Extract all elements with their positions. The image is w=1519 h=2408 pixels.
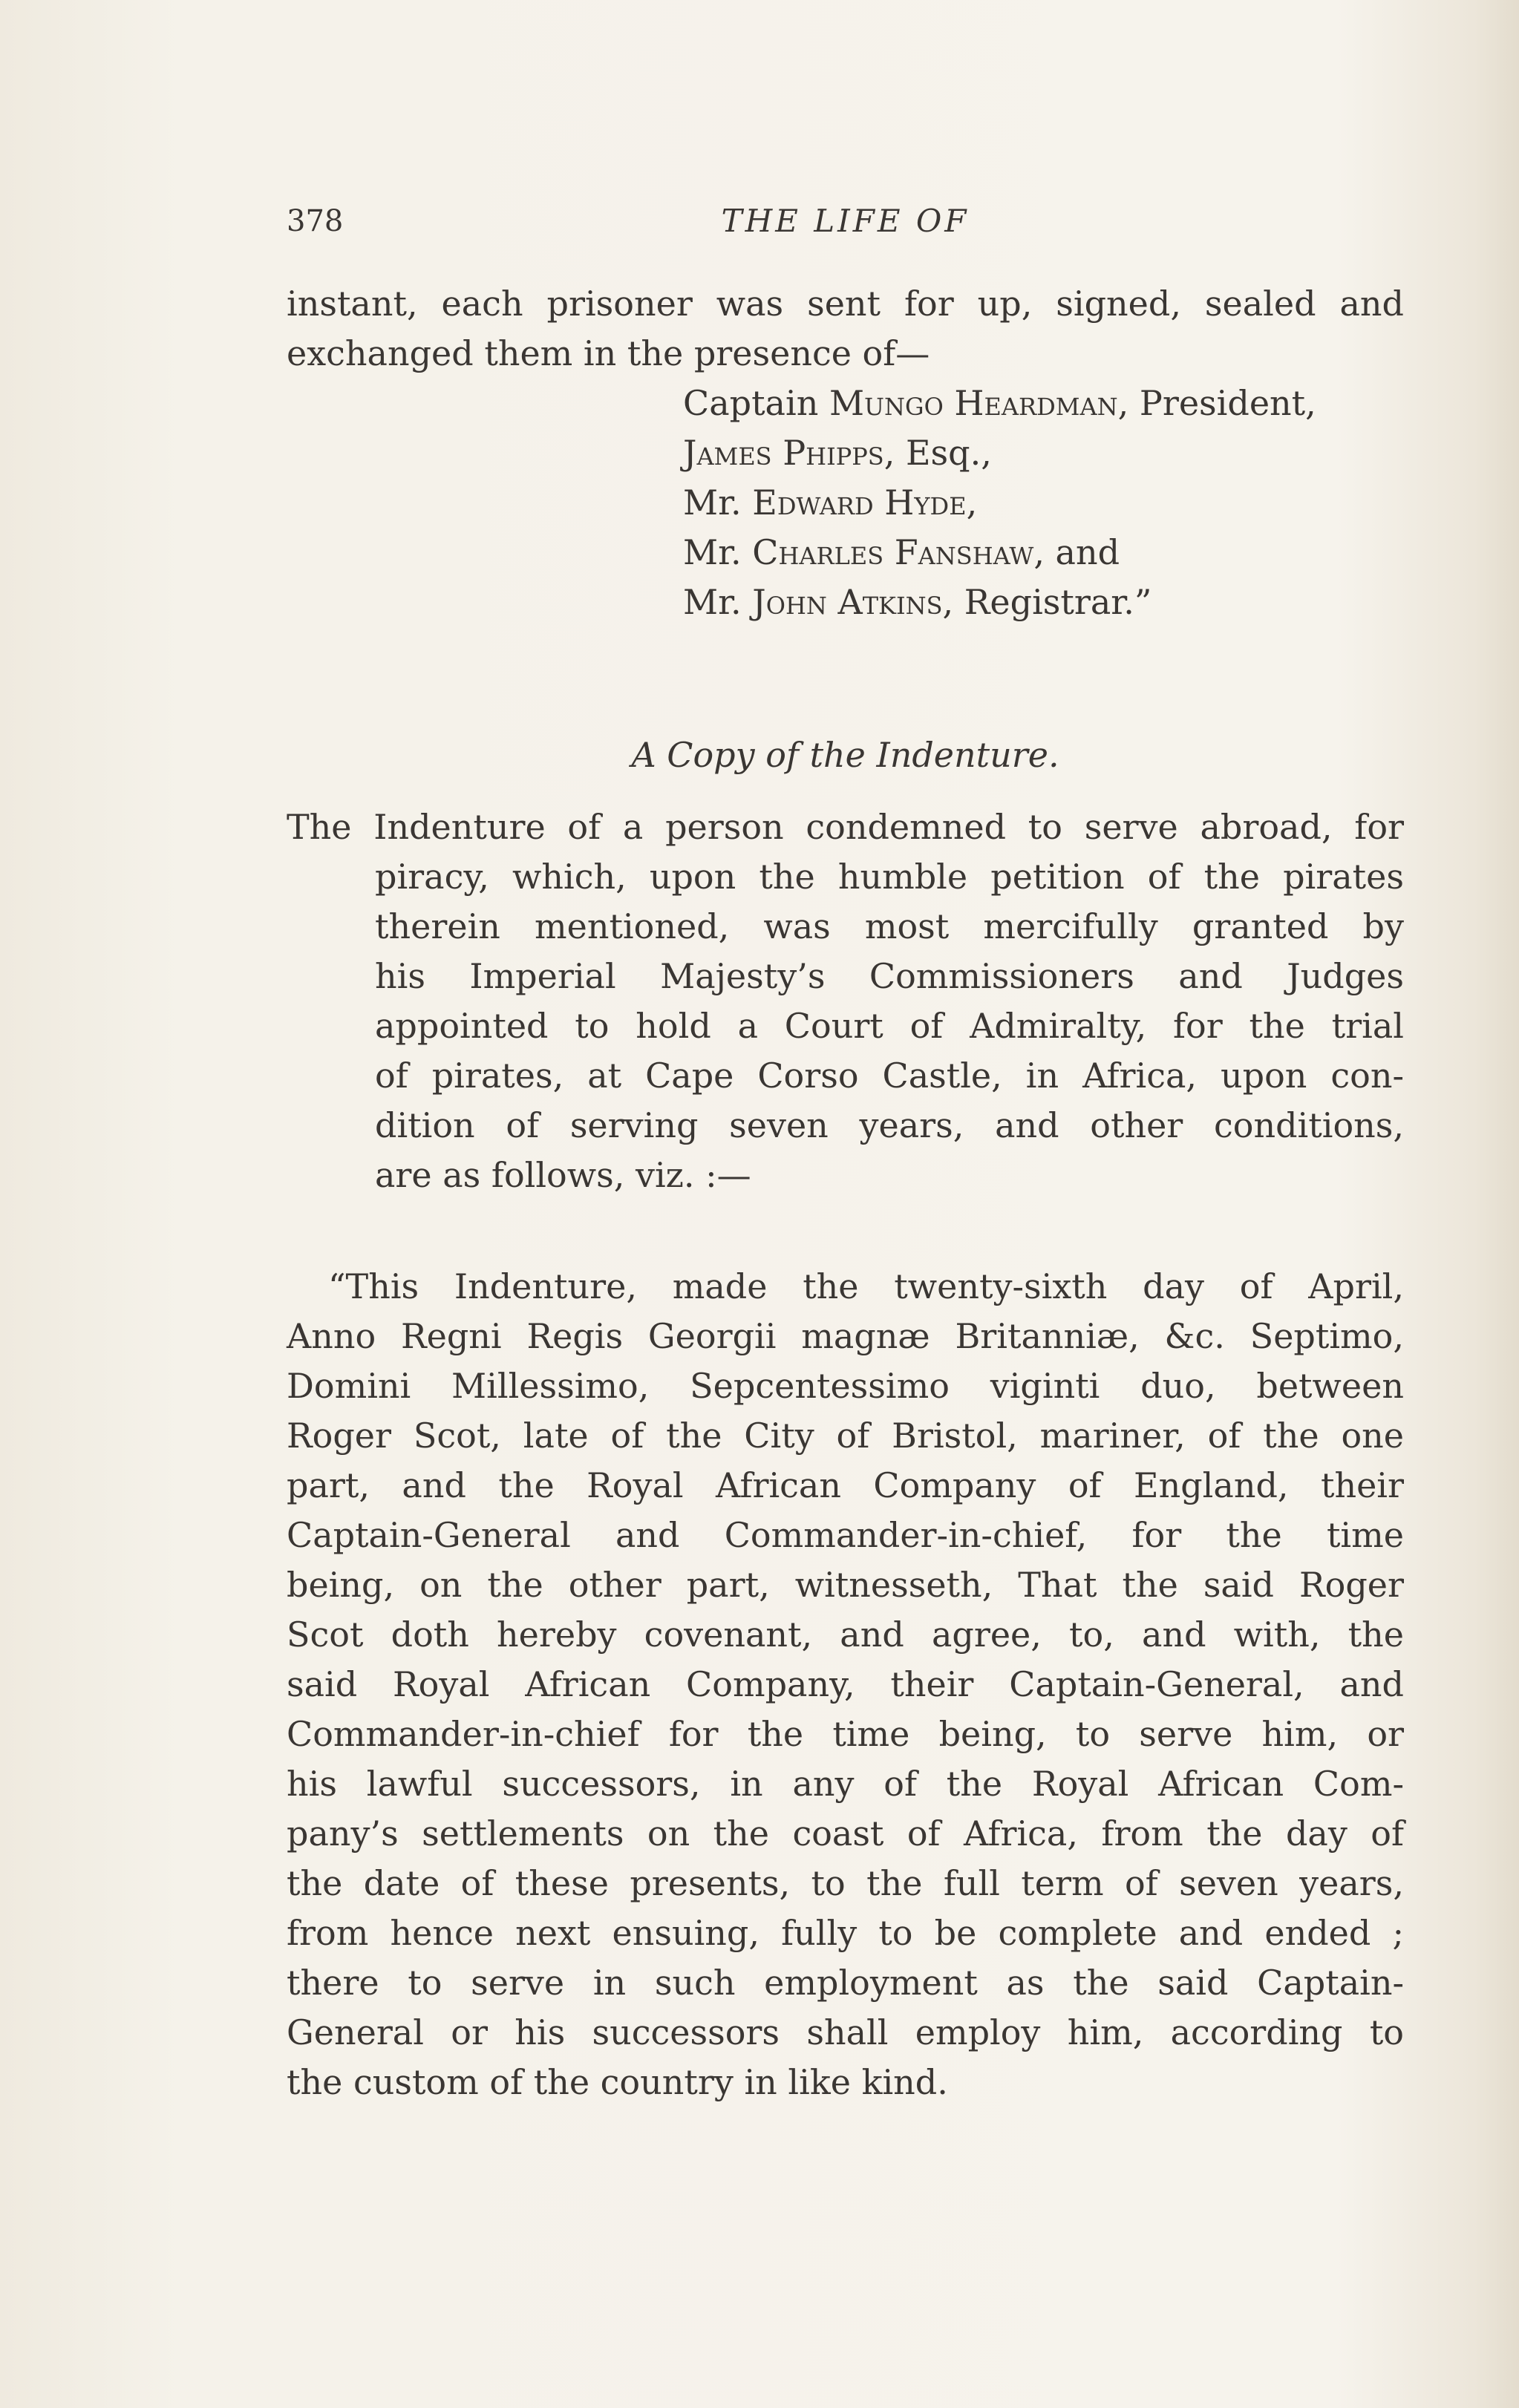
text-line: dition of serving seven years, and other conditions, [375, 1105, 1404, 1145]
text-line: the date of these presents, to the full term of seven years, [287, 1863, 1404, 1903]
text-line: instant, each prisoner was sent for up, signed, sealed and [287, 284, 1404, 324]
signatory-line: Mr. Charles Fanshaw, and [683, 532, 1120, 572]
text-line: his lawful successors, in any of the Royal African Com- [287, 1764, 1404, 1804]
section-title: A Copy of the Indenture. [631, 735, 1059, 775]
text-line: part, and the Royal African Company of England, their [287, 1465, 1404, 1505]
page-header [287, 199, 1404, 243]
indenture-paragraph [287, 1262, 1404, 2107]
text-line: are as follows, viz. :— [375, 1155, 751, 1195]
text-line: his Imperial Majesty’s Commissioners and Judges [375, 956, 1404, 996]
signatory-line: James Phipps, Esq., [683, 433, 992, 473]
text-line: Roger Scot, late of the City of Bristol, mariner, of the one [287, 1416, 1404, 1456]
text-line: being, on the other part, witnesseth, That the said Roger [287, 1565, 1404, 1605]
page-number: 378 [287, 204, 344, 238]
text-line: therein mentioned, was most mercifully granted by [375, 906, 1404, 946]
signatory-line: Captain Mungo Heardman, President, [683, 383, 1316, 423]
text-line: Captain-General and Commander-in-chief, for the time [287, 1515, 1404, 1555]
text-line: from hence next ensuing, fully to be complete and ended ; [287, 1913, 1404, 1953]
text-line: “This Indenture, made the twenty-sixth day of April, [328, 1266, 1404, 1306]
indenture-intro-paragraph [375, 852, 1404, 1200]
text-line: of pirates, at Cape Corso Castle, in Africa, upon con- [375, 1056, 1404, 1096]
signatory-name: James Phipps [683, 433, 884, 473]
signatory-line: Mr. John Atkins, Registrar.” [683, 582, 1152, 622]
signatory-name: John Atkins [752, 582, 943, 622]
text-line: appointed to hold a Court of Admiralty, for the trial [375, 1006, 1404, 1046]
opening-paragraph [287, 279, 1404, 379]
signatory-name: Mungo Heardman [829, 383, 1118, 423]
text-line: the custom of the country in like kind. [287, 2062, 948, 2102]
text-line: piracy, which, upon the humble petition of the pirates [375, 857, 1404, 897]
text-line: Scot doth hereby covenant, and agree, to, and with, the [287, 1614, 1404, 1655]
running-head: THE LIFE OF [721, 203, 970, 239]
text-line: exchanged them in the presence of— [287, 333, 930, 373]
signatory-name: Edward Hyde [752, 482, 967, 523]
text-line: Domini Millessimo, Sepcentessimo viginti duo, between [287, 1366, 1404, 1406]
text-line: General or his successors shall employ him, according to [287, 2012, 1404, 2052]
text-line: there to serve in such employment as the said Captain- [287, 1963, 1404, 2003]
text-line: Commander-in-chief for the time being, to serve him, or [287, 1714, 1404, 1754]
indenture-intro-first-line: The Indenture of a person condemned to serve abroad, for [287, 807, 1404, 847]
signatory-name: Charles Fanshaw [752, 532, 1034, 572]
text-line: Anno Regni Regis Georgii magnæ Britanniæ, &c. Septimo, [287, 1316, 1404, 1356]
text-line: said Royal African Company, their Captain-General, and [287, 1664, 1404, 1704]
signatory-line: Mr. Edward Hyde, [683, 482, 978, 523]
text-line: pany’s settlements on the coast of Africa, from the day of [287, 1813, 1404, 1854]
